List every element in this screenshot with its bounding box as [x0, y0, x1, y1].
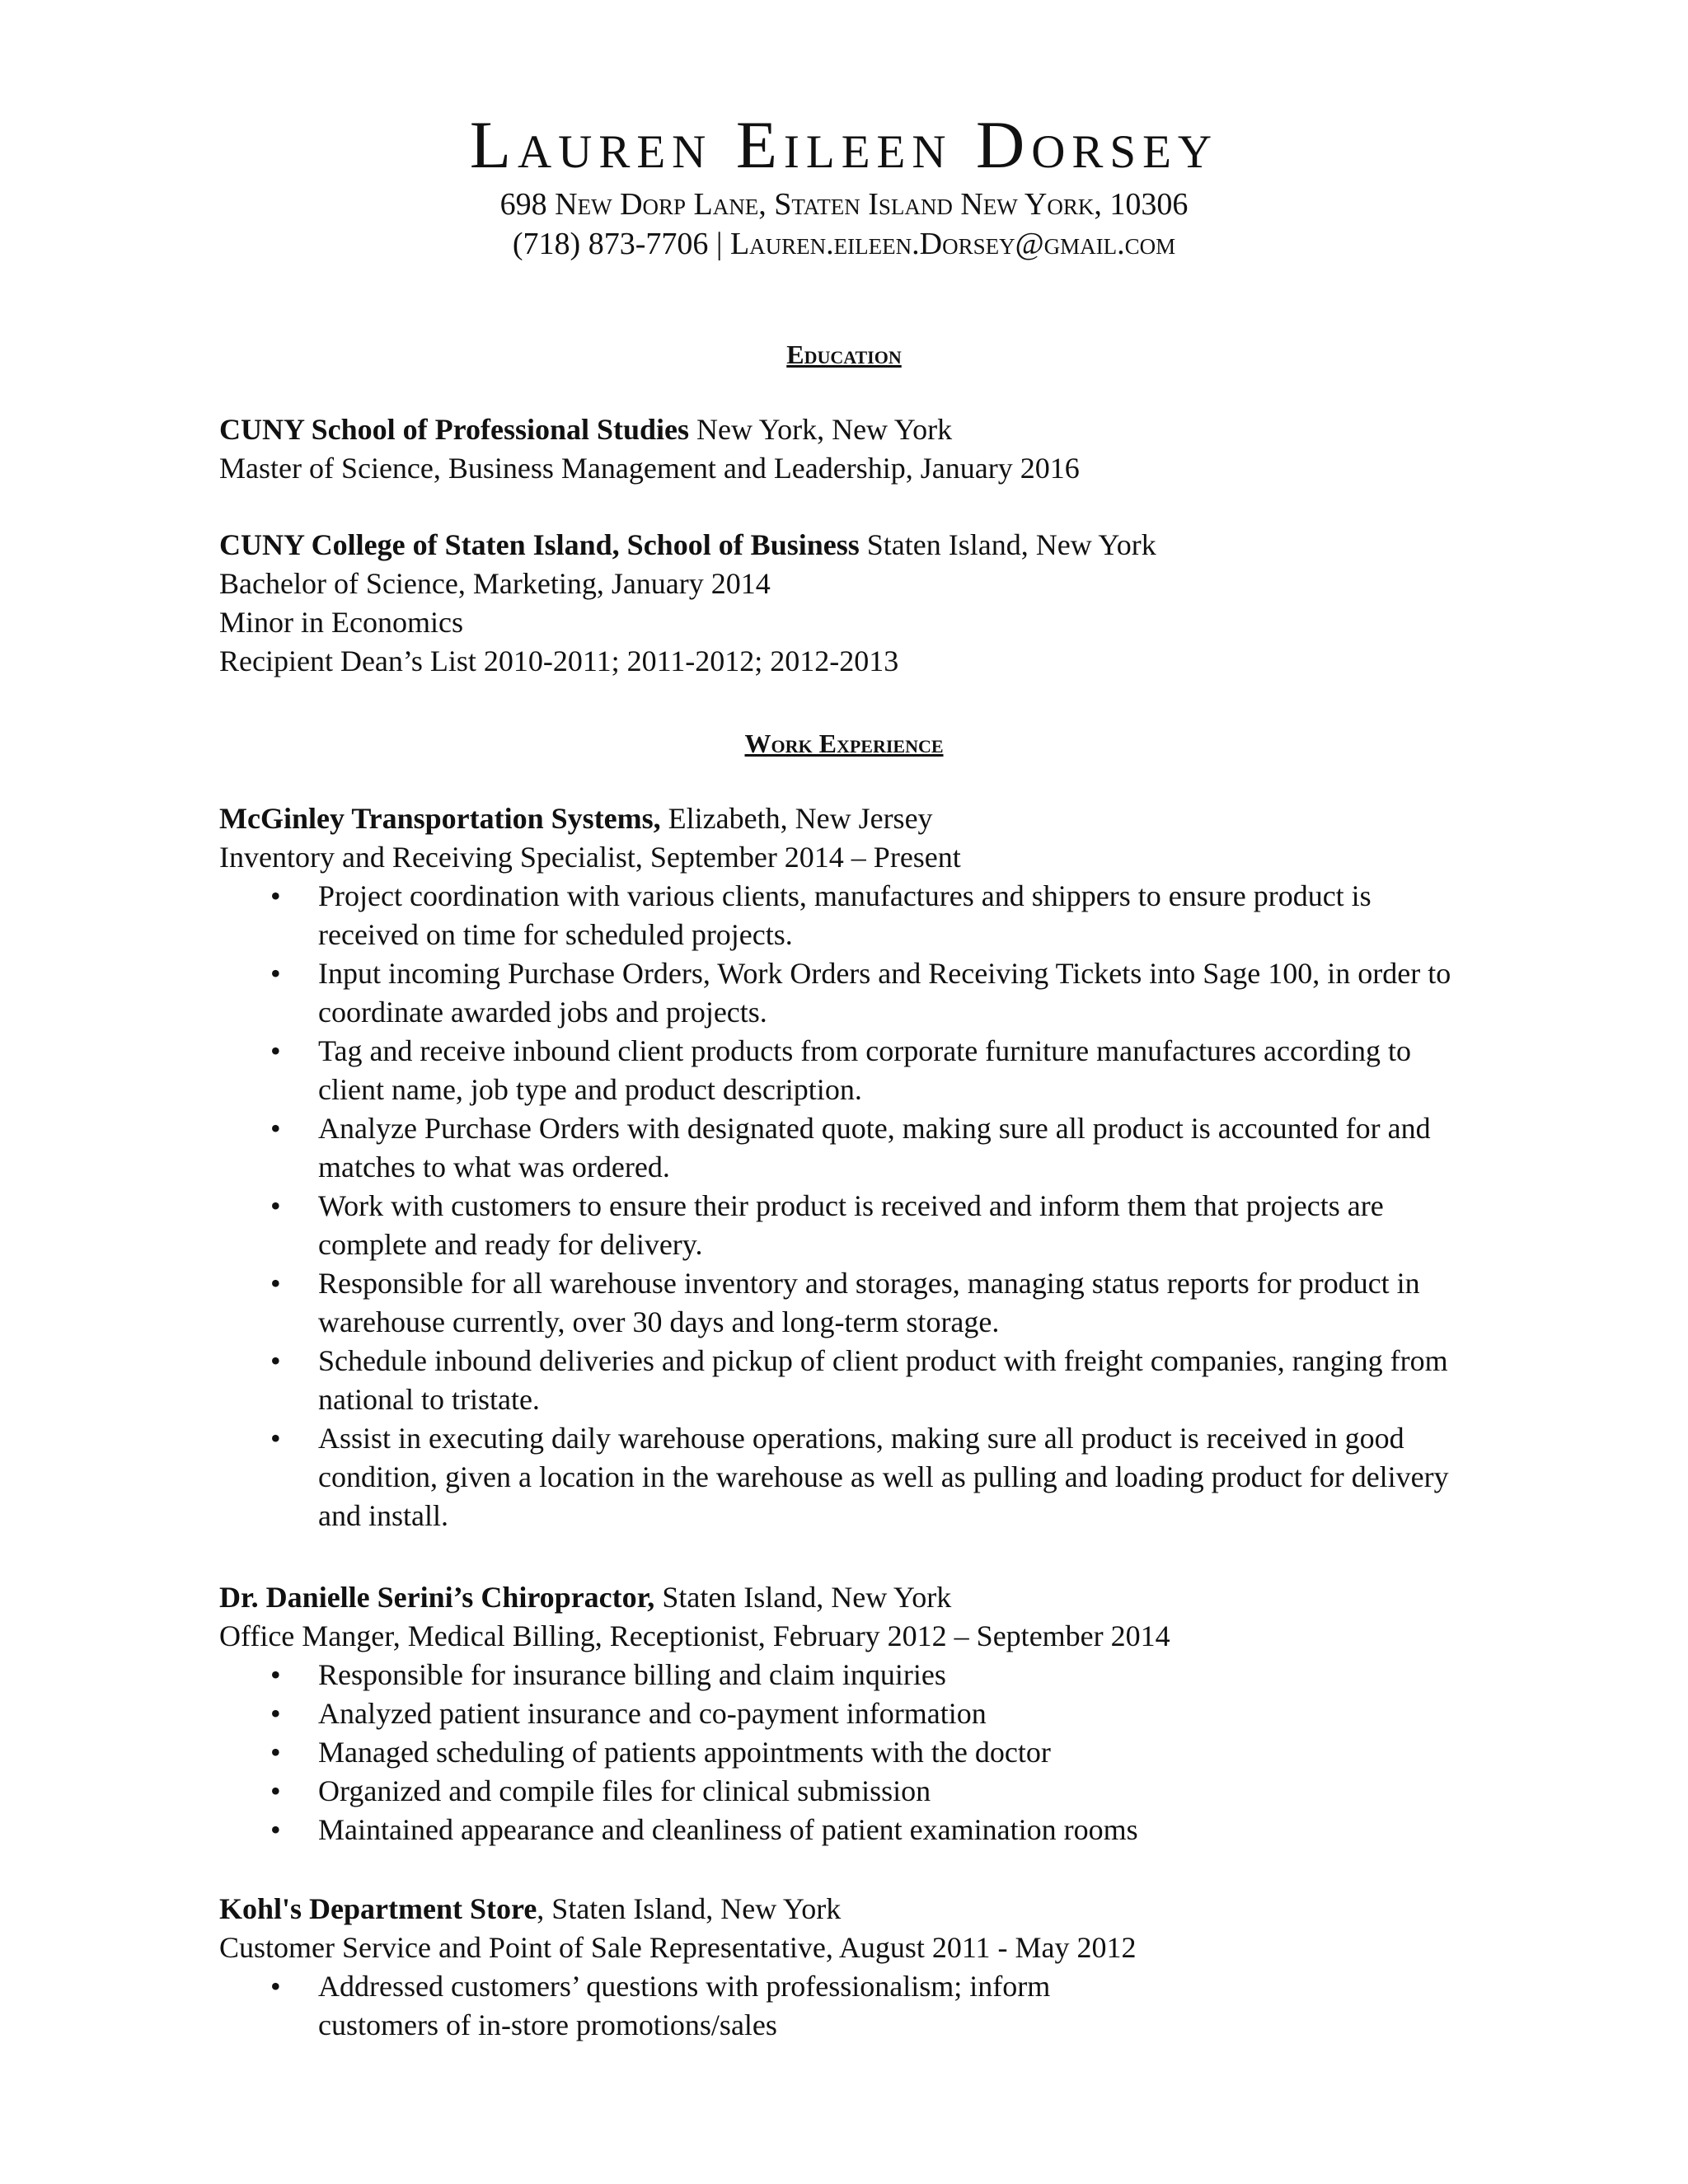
education-heading: Education — [786, 340, 902, 369]
phone-number: (718) 873-7706 — [512, 227, 709, 261]
school-location: New York, New York — [689, 413, 953, 446]
employer-location: , Staten Island, New York — [537, 1892, 842, 1925]
address: 698 New Dorp Lane, Staten Island New York, 10306 — [499, 187, 1189, 222]
duties-list — [219, 1967, 1505, 2045]
minor-line: Minor in Economics — [219, 606, 463, 639]
school-name: CUNY College of Staten Island, School of Business — [219, 528, 860, 561]
duty-item: • Responsible for insurance billing and claim inquiries — [219, 1656, 1472, 1694]
school-name: CUNY School of Professional Studies — [219, 413, 690, 446]
duty-item: • Input incoming Purchase Orders, Work Orders and Receiving Tickets into Sage 100, in order to coordinate awarded jobs and projects. — [219, 954, 1472, 1032]
email-address: Lauren.eileen.Dorsey@gmail.com — [729, 227, 1176, 261]
education-entry — [219, 410, 1505, 488]
employer-line — [219, 1578, 1505, 1617]
contact-separator: | — [715, 227, 723, 261]
degree-line: Bachelor of Science, Marketing, January 2014 — [219, 567, 771, 600]
duties-list — [219, 1656, 1505, 1849]
employer-line — [219, 799, 1505, 838]
duty-item: • Organized and compile files for clinical submission — [219, 1772, 1472, 1811]
work-experience-heading: Work Experience — [744, 729, 944, 758]
job-entry — [219, 799, 1505, 1535]
job-entry — [219, 1890, 1505, 2045]
duty-item: • Work with customers to ensure their product is received and inform them that projects are complete and ready for delivery. — [219, 1187, 1472, 1264]
employer-line — [219, 1890, 1505, 1929]
honors-line: Recipient Dean’s List 2010-2011; 2011-2012; 2012-2013 — [219, 644, 899, 677]
duty-item: • Project coordination with various clients, manufactures and shippers to ensure product is received on time for scheduled projects. — [219, 877, 1472, 954]
duty-item: • Tag and receive inbound client products from corporate furniture manufactures according to client name, job type and product description. — [219, 1032, 1472, 1109]
duty-item: • Maintained appearance and cleanliness of patient examination rooms — [219, 1811, 1472, 1849]
duty-item: • Schedule inbound deliveries and pickup of client product with freight companies, ranging from national to tristate. — [219, 1342, 1472, 1419]
resume-header — [0, 105, 1688, 264]
employer-location: Staten Island, New York — [654, 1581, 952, 1614]
job-title: Office Manger, Medical Billing, Receptionist, February 2012 – September 2014 — [219, 1619, 1170, 1652]
duty-item: • Analyzed patient insurance and co-payment information — [219, 1694, 1472, 1733]
degree-line: Master of Science, Business Management and Leadership, January 2016 — [219, 452, 1080, 485]
candidate-name: Lauren Eileen Dorsey — [469, 107, 1219, 182]
contact-line — [0, 224, 1688, 264]
duty-item: • Analyze Purchase Orders with designated quote, making sure all product is accounted for and matches to what was ordered. — [219, 1109, 1472, 1187]
job-title: Inventory and Receiving Specialist, September 2014 – Present — [219, 841, 961, 874]
education-entry — [219, 526, 1505, 681]
employer-name: Kohl's Department Store — [219, 1892, 537, 1925]
duty-item: • Assist in executing daily warehouse operations, making sure all product is received in good condition, given a location in the warehouse as well as pulling and loading product for delivery and install. — [219, 1419, 1472, 1535]
school-line — [219, 410, 1505, 449]
job-title: Customer Service and Point of Sale Representative, August 2011 - May 2012 — [219, 1931, 1137, 1964]
job-entry — [219, 1578, 1505, 1849]
employer-name: Dr. Danielle Serini’s Chiropractor, — [219, 1581, 655, 1614]
duty-item: • Responsible for all warehouse inventory and storages, managing status reports for product in warehouse currently, over 30 days and long-term storage. — [219, 1264, 1472, 1342]
employer-location: Elizabeth, New Jersey — [660, 802, 933, 835]
duty-item: • Addressed customers’ questions with professionalism; inform customers of in-store promotions/sales — [219, 1967, 1060, 2045]
school-line — [219, 526, 1505, 565]
school-location: Staten Island, New York — [859, 528, 1156, 561]
employer-name: McGinley Transportation Systems, — [219, 802, 661, 835]
duties-list — [219, 877, 1505, 1535]
duty-item: • Managed scheduling of patients appointments with the doctor — [219, 1733, 1472, 1772]
